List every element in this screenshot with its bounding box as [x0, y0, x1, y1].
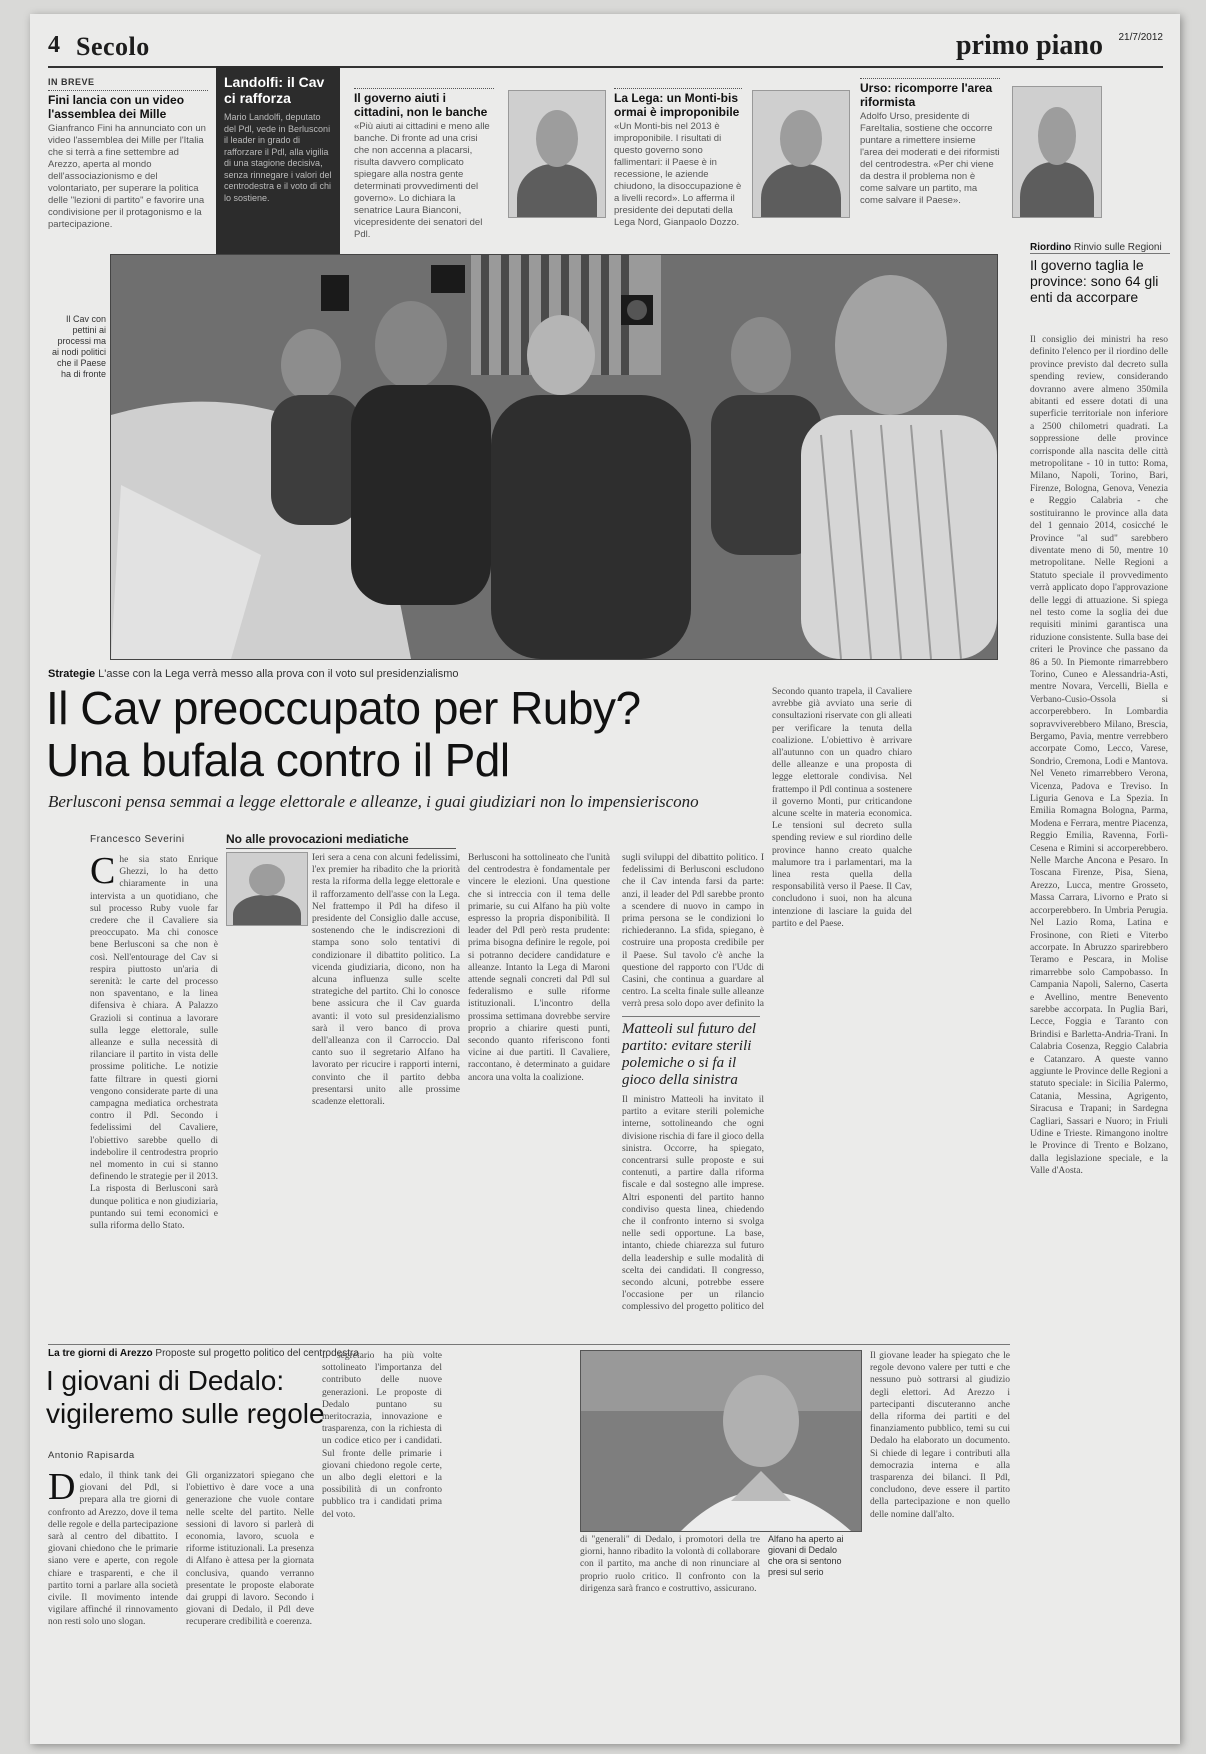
portrait-photo: [752, 90, 850, 218]
column-text: di "generali" di Dedalo, i promotori della tre giorni, hanno ribadito la volontà di collaborare con il partito, ma anche di non rinunciare al proprio ruolo critico. Il confronto con la dirigenza sarà franco e costruttivo, assicurano.: [580, 1535, 760, 1594]
column-text: Gli organizzatori spiegano che l'obiettivo è dare voce a una generazione che vuole contare nelle scelte del partito. Nelle sessioni di lavoro si parlerà di economia, lavoro, scuola e riforme istituzionali. La presenza di Alfano è attesa per la giornata conclusiva, quando verranno presentate le proposte elaborate dai gruppi di lavoro. Secondo i giovani di Dedalo, il Pdl deve recuperare credibilità e coerenza.: [186, 1471, 314, 1628]
column-text: Ieri sera a cena con alcuni fedelissimi, l'ex premier ha ribadito che la priorità resta la riforma della legge elettorale e il rafforzamento dell'asse con la Lega. Nel frattempo il Pdl ha difeso il presidente del Consiglio dalle accuse, sostenendo che le indiscrezioni di stampa sono solo tentativi di condizionare il dibattito politico. La vicenda giudiziaria, dicono, non ha alcuna influenza sulle scelte strategiche del partito. Chi lo conosce bene assicura che il Cav guarda avanti: il voto sul presidenzialismo sarà il vero banco di prova dell'alleanza con il Carroccio. Dal canto suo il segretario Alfano ha lavorato per ricucire i rapporti interni, convinto che il partito debba presentarsi unito alle prossime scadenze elettorali.: [312, 853, 460, 1108]
kicker-label: Strategie: [48, 668, 96, 680]
byline: Antonio Rapisarda: [48, 1450, 135, 1461]
subheadline: Berlusconi pensa semmai a legge elettorale e alleanze, i guai giudiziari non lo impensieriscono: [48, 792, 699, 811]
sidebar-article-header: [1030, 242, 1170, 305]
kicker-label: Riordino: [1030, 242, 1072, 253]
bottom-photo: [580, 1350, 862, 1532]
brief-in-breve: [48, 76, 208, 231]
brief-kicker: IN BREVE: [48, 77, 95, 87]
column-text: sugli sviluppi del dibattito politico. I fedelissimi di Berlusconi escludono che il Cav intenda farsi da parte: anzi, il leader del Pdl sarebbe pronto a scendere di nuovo in campo in prima persona se le condizioni lo richiederanno. La sfida, spiegano, è costruire una proposta credibile per il Paese. Sul tavolo c'è anche la questione del rapporto con l'Udc di Casini, che continua a guardare al centro. La scelta finale sulle alleanze verrà presa solo dopo aver definito la: [622, 853, 764, 1010]
page-number: 4: [48, 32, 60, 58]
dropcap: C: [90, 854, 116, 892]
newspaper-page: [30, 14, 1180, 1744]
column-text: Secondo quanto trapela, il Cavaliere avrebbe già avviato una serie di consultazioni riservate con gli alleati per verificare la tenuta della coalizione. L'obiettivo è arrivare all'autunno con un quadro chiaro delle alleanze e una proposta di legge elettorale condivisa. Nel frattempo il Pdl continua a sostenere il governo Monti, pur criticandone alcune scelte in materia economica. Le tensioni sul decreto sulla spending review e sul riordino delle province hanno creato qualche malumore tra i parlamentari, ma la linea resta quella della responsabilità verso il Paese. Il Cav, concludono i suoi, non ha alcuna intenzione di lasciare la guida del partito e del Paese.: [772, 687, 912, 929]
byline: Francesco Severini: [90, 834, 185, 845]
column-text: Il giovane leader ha spiegato che le regole devono valere per tutti e che nessuno può sottrarsi al giudizio degli elettori. Ad Arezzo i partecipanti discuteranno anche della riforma dei partiti e del finanziamento pubblico, temi su cui Dedalo ha elaborato un documento. Si chiede di legare i contributi alla democrazia interna e alla trasparenza dei bilanci. Il Pdl, concludono, deve essere il partito della partecipazione e non quello delle nomine dall'alto.: [870, 1351, 1010, 1520]
column-text: edalo, il think tank dei giovani del Pdl, si prepara alla tre giorni di confronto ad Arezzo, dove il tema delle regole e della partecipazione sarà al centro del dibattito. I giovani chiedono che le primarie siano vere e aperte, con regole chiare e trasparenti, e che il partito torni a parlare alla società civile. Il movimento intende vigilare affinché il rinnovamento non resti solo uno slogan.: [48, 1471, 178, 1628]
article-kicker: [1030, 242, 1170, 254]
photo-caption: Alfano ha aperto ai giovani di Dedalo che ora si sentono presi sul serio: [768, 1534, 844, 1577]
brief-landolfi: [216, 66, 340, 266]
column-text: Il consiglio dei ministri ha reso definito l'elenco per il riordino delle province previsto dal decreto sulla spending review, considerando dovranno avere almeno 350mila abitanti ed essere dotati di una superficie territoriale non inferiore a 2500 chilometri quadrati. La soppressione delle province corrisponde alla nascita delle città metropolitane - 10 in tutto: Roma, Milano, Napoli, Torino, Bari, Firenze, Bologna, Genova, Venezia e Reggio Calabria - che sostituiranno le province alla data del 1 gennaio 2014, cosicché le Province "al sud" sarebbero diventate meno di 50, mentre 10 metropolitane. Nelle Regioni a Statuto speciale il provvedimento verrà applicato dopo l'approvazione delle leggi di attuazione. Si spiega nel testo come la soglia dei due requisiti minimi garantisca una riduzione consistente. Sulla base dei criteri le Province che passano da 86 a 50. In Piemonte rimarrebbero Torino, Cuneo e Alessandria-Asti, mentre Novara, Vercelli, Biella e Verbano-Cusio-Ossola si accorperebbero. In Lombardia sopravviverebbero Milano, Brescia, Bergamo, Pavia, mentre verrebbero accorpate Como, Lecco, Varese, Sondrio, Cremona, Lodi e Mantova. Nel Veneto rimarrebbero Verona, Vicenza, Padova e Treviso. In Liguria Genova e La Spezia. In Emilia Romagna Bologna, Parma, Modena e Ferrara, mentre Piacenza, Reggio Emilia, Ravenna, Forlì-Cesena e Rimini si accorperebbero. Nelle Marche Ancona e Pesaro. In Toscana Firenze, Pisa, Siena, Arezzo, Lucca, mentre Grosseto, Massa Carrara, Livorno e Prato si accorperebbero. In Umbria Perugia. Nel Lazio Roma, Latina e Frosinone, con Rieti e Viterbo accorpate. In Abruzzo sparirebbero Teramo e Pescara, in Molise rimarrebbe solo Campobasso. In Campania Napoli, Salerno, Caserta e Avellino, mentre Benevento sarebbe accorpata. In Puglia Bari, Lecce, Foggia e Taranto con Brindisi e Barletta-Andria-Trani. In Calabria Cosenza, Reggio Calabria e Catanzaro. A queste vanno aggiunte le Province delle Regioni a statuto speciale: in Sicilia Palermo, Catania, Messina, Agrigento, Siracusa e Trapani; in Sardegna Cagliari, Sassari e Nuoro; in Friuli Udine e Trieste. Rimangono inoltre le Province di Trento e Bolzano, dalla legislazione speciale, e la Valle d'Aosta.: [1030, 335, 1168, 1177]
article-column: [48, 1470, 178, 1730]
issue-date: 21/7/2012: [1118, 32, 1163, 43]
portrait-photo: [226, 852, 308, 926]
brief-text: Gianfranco Fini ha annunciato con un video l'assemblea dei Mille per l'Italia che si terrà a fine settembre ad Arezzo, aperta al mondo dell'associazionismo e del volontariato, per superare la politica delle "lezioni di partito" e favorire una condivisione per il protagonismo e la partecipazione.: [48, 123, 206, 230]
article-column: [622, 1094, 764, 1314]
brief-title: Urso: ricomporre l'area riformista: [860, 81, 993, 109]
headline-line: Una bufala contro il Pdl: [46, 734, 510, 786]
portrait-photo: [508, 90, 606, 218]
brief-title: La Lega: un Monti-bis ormai è improponibile: [614, 91, 740, 119]
sidebar-article-body: [1030, 334, 1168, 1729]
brief-text: «Più aiuti ai cittadini e meno alle banche. Di fronte ad una crisi che non accenna a placarsi, risulta davvero complicato spiegare alla nostra gente determinati provvedimenti del governo». Lo dichiara la senatrice Laura Bianconi, vicepresidente dei senatori del Pdl.: [354, 121, 490, 240]
brief-text: Adolfo Urso, presidente di FareItalia, sostiene che occorre puntare a rimettere insieme l'area dei moderati e dei riformisti del centrodestra. «Per chi viene da destra il problema non è come salvare un partito, ma come salvare il Paese».: [860, 111, 1000, 206]
brief-title: Fini lancia con un video l'assemblea dei Mille: [48, 93, 185, 121]
bottom-headline: I giovani di Dedalo: vigileremo sulle regole: [46, 1365, 325, 1429]
section-subhead: No alle provocazioni mediatiche: [226, 832, 456, 849]
column-text: Il segretario ha più volte sottolineato l'importanza del contributo delle nuove generazioni. Le proposte di Dedalo puntano su meritocrazia, innovazione e trasparenza, con la richiesta di un codice etico per i candidati. Sul fronte delle primarie i giovani chiedono regole certe, un albo degli elettori e la possibilità di un confronto pubblico tra i candidati prima del voto.: [322, 1351, 442, 1520]
brief-urso: [860, 76, 1000, 207]
article-column: [580, 1534, 760, 1730]
article-column: [322, 1350, 442, 1730]
article-column: [1030, 334, 1168, 1729]
article-column: [622, 852, 764, 1010]
masthead: [48, 26, 1163, 68]
article-column: [468, 852, 610, 1314]
headline-line: Il Cav preoccupato per Ruby?: [46, 682, 641, 734]
article-column: [870, 1350, 1010, 1730]
main-photo: [110, 254, 998, 660]
pull-quote: Matteoli sul futuro del partito: evitare sterili polemiche o si fa il gioco della sinistra: [622, 1016, 760, 1089]
column-text: he sia stato Enrique Ghezzi, lo ha detto chiaramente in una intervista a un quotidiano, che sul processo Ruby vuole far credere che il Cavaliere sia preoccupato. Ma chi conosce bene Berlusconi sa che non è così. Nell'entourage del Cav si respira piuttosto un'aria di serenità: le carte del processo non spaventano, e la linea difensiva è chiara. A Palazzo Grazioli si continua a lavorare sulla legge elettorale, sulle alleanze e sulla necessità di rilanciare il partito in vista delle prossime politiche. Le notizie fatte filtrare in questi giorni vengono considerate parte di una campagna mediatica orchestrata contro il Pdl. Secondo i fedelissimi del Cavaliere, l'obiettivo sarebbe quello di indebolire il centrodestra proprio nel momento in cui si stanno definendo le strategie per il 2013. La risposta di Berlusconi sarà dunque politica e non giudiziaria, puntando sui temi economici e sulla riforma dello Stato.: [90, 855, 218, 1232]
column-text: Il ministro Matteoli ha invitato il partito a evitare sterili polemiche interne, sottolineando che ogni divisione rischia di fare il gioco della sinistra. Occorre, ha spiegato, concentrarsi sulle proposte e sui contenuti, a partire dalla riforma fiscale e dal sostegno alle imprese. Altri esponenti del partito hanno condiviso questa linea, chiedendo che il confronto interno si svolga nelle sedi opportune. La base, intanto, chiede chiarezza sul futuro della leadership e sulle modalità di scelta dei candidati. Il congresso, secondo alcuni, potrebbe essere l'occasione per un rilancio complessivo del progetto politico del: [622, 1095, 764, 1313]
section-name: Secolo: [76, 32, 150, 61]
section-title: primo piano: [955, 30, 1103, 61]
column-text: Berlusconi ha sottolineato che l'unità del centrodestra è fondamentale per vincere le elezioni. Una questione che si intreccia con il tema delle primarie, su cui Alfano ha più volte espresso la propria disponibilità. Il leader del Pdl però resta prudente: prima bisogna definire le regole, poi si potranno decidere candidature e alleanze. Intanto la Lega di Maroni attende segnali concreti dal Pdl sul federalismo e sulle riforme istituzionali. L'incontro della prossima settimana dovrebbe servire proprio a chiarire questi punti, secondo quanto riferiscono fonti vicine ai due partiti. Il Cavaliere, raccontano, è determinato a guidare ancora una volta la coalizione.: [468, 853, 610, 1083]
brief-lega: [614, 76, 742, 229]
brief-title: Il governo aiuti i cittadini, non le banche: [354, 91, 488, 119]
article-column: [186, 1470, 314, 1730]
divider: [48, 1344, 1010, 1345]
kicker-text: Proposte sul progetto politico del centrodestra: [155, 1348, 359, 1359]
article-column: [90, 854, 218, 1314]
kicker-label: La tre giorni di Arezzo: [48, 1348, 153, 1359]
brief-title: Landolfi: il Cav ci rafforza: [224, 74, 325, 106]
kicker-text: L'asse con la Lega verrà messo alla prova con il voto sul presidenzialismo: [98, 668, 459, 680]
article-column: [312, 852, 460, 1314]
article-column: [772, 686, 912, 1314]
brief-text: «Un Monti-bis nel 2013 è improponibile. I risultati di questo governo sono fallimentari: il Paese è in recessione, le aziende chiudono, la disoccupazione è a livelli record». Lo afferma il presidente dei deputati della Lega Nord, Gianpaolo Dozzo.: [614, 121, 742, 228]
article-kicker: [48, 1348, 359, 1359]
dropcap: D: [48, 1470, 76, 1508]
portrait-photo: [1012, 86, 1102, 218]
main-headline: [46, 682, 806, 786]
photo-caption: Il Cav con pettini ai processi ma ai nodi politici che il Paese ha di fronte: [51, 314, 106, 379]
brief-text: Mario Landolfi, deputato del Pdl, vede in Berlusconi il leader in grado di rafforzare il Pdl, alla vigilia di una stagione decisiva, senza rinnegare i valori del centrodestra e il voto di chi lo sostiene.: [224, 112, 332, 203]
kicker-text: Rinvio sulle Regioni: [1073, 242, 1162, 253]
sidebar-headline: Il governo taglia le province: sono 64 gli enti da accorpare: [1030, 257, 1159, 305]
brief-governo: [354, 76, 494, 241]
article-kicker: [48, 668, 459, 680]
